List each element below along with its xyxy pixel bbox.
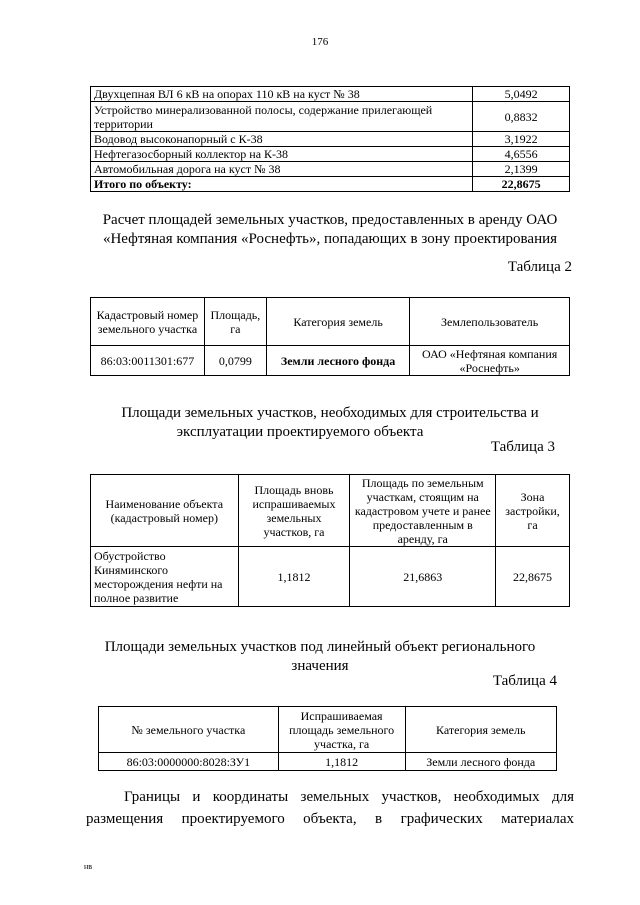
table-2-label: Таблица 2 [507,259,572,275]
table-cell: 0,8832 [473,102,570,132]
table-cell: ОАО «Нефтяная компания «Роснефть» [410,346,570,376]
table-cell: 5,0492 [473,87,570,102]
table-header-cell: Землепользователь [410,298,570,346]
table-cell: 4,6556 [473,147,570,162]
table-cell: Земли лесного фонда [405,753,557,771]
table-2 [90,297,570,376]
table-header-cell: № земельного участка [99,707,279,753]
heading-line: Площади земельных участков под линейный объект регионального [104,639,536,655]
table-row [91,162,570,177]
table-row [91,346,570,376]
table-row [91,102,570,132]
table-cell: Обустройство Киняминского месторождения нефти на полное развитие [91,547,239,607]
table-header-cell: Площадь по земельным участкам, стоящим на кадастровом учете и ранее предоставленным в аренду, га [350,475,496,547]
table-cell: 1,1812 [278,753,405,771]
table-cell: Земли лесного фонда [266,346,409,376]
table-3 [90,474,570,607]
table-header-cell: Кадастровый номер земельного участка [91,298,205,346]
table-header-cell: Наименование объекта (кадастровый номер) [91,475,239,547]
table-total-row [91,177,570,192]
page-number: 176 [311,36,329,48]
table-cell: Устройство минерализованной полосы, содержание прилегающей территории [91,102,473,132]
table-1 [90,86,570,192]
total-value: 22,8675 [473,177,570,192]
table-header-cell: Категория земель [405,707,557,753]
heading-line: значения [291,658,349,674]
footer-paragraph: Границы и координаты земельных участков, необходимых для размещения проектируемого объекта, в графических материалах [86,789,574,827]
table-cell: 86:03:0011301:677 [91,346,205,376]
heading-line: Расчет площадей земельных участков, предоставленных в аренду ОАО [102,212,558,228]
table-cell: 2,1399 [473,162,570,177]
table-header-row [91,475,570,547]
total-label: Итого по объекту: [91,177,473,192]
table-cell: 0,0799 [204,346,266,376]
table-row [99,753,557,771]
section-2-heading [60,211,600,249]
table-cell: Водовод высоконапорный с К-38 [91,132,473,147]
heading-line: «Нефтяная компания «Роснефть», попадающих в зону проектирования [102,231,558,247]
table-cell: Автомобильная дорога на куст № 38 [91,162,473,177]
table-3-label: Таблица 3 [490,439,555,455]
section-4-heading [60,638,580,676]
table-row [91,147,570,162]
heading-line: эксплуатации проектируемого объекта [176,424,424,440]
table-row [91,547,570,607]
table-cell: 86:03:0000000:8028:ЗУ1 [99,753,279,771]
table-header-row [91,298,570,346]
table-cell: 3,1922 [473,132,570,147]
table-cell: Двухцепная ВЛ 6 кВ на опорах 110 кВ на куст № 38 [91,87,473,102]
table-header-cell: Испрашиваемая площадь земельного участка, га [278,707,405,753]
table-header-cell: Площадь вновь испрашиваемых земельных участков, га [238,475,350,547]
table-row [91,87,570,102]
table-header-row [99,707,557,753]
table-header-cell: Площадь, га [204,298,266,346]
table-4-label: Таблица 4 [492,673,557,689]
table-cell: 1,1812 [238,547,350,607]
table-row [91,132,570,147]
table-cell: Нефтегазосборный коллектор на К-38 [91,147,473,162]
table-4 [98,706,557,771]
corner-mark: нв [84,862,93,871]
section-3-heading [60,404,600,442]
heading-line: Площади земельных участков, необходимых для строительства и [121,405,539,421]
table-header-cell: Категория земель [266,298,409,346]
table-header-cell: Зона застройки, га [496,475,570,547]
table-cell: 22,8675 [496,547,570,607]
table-cell: 21,6863 [350,547,496,607]
